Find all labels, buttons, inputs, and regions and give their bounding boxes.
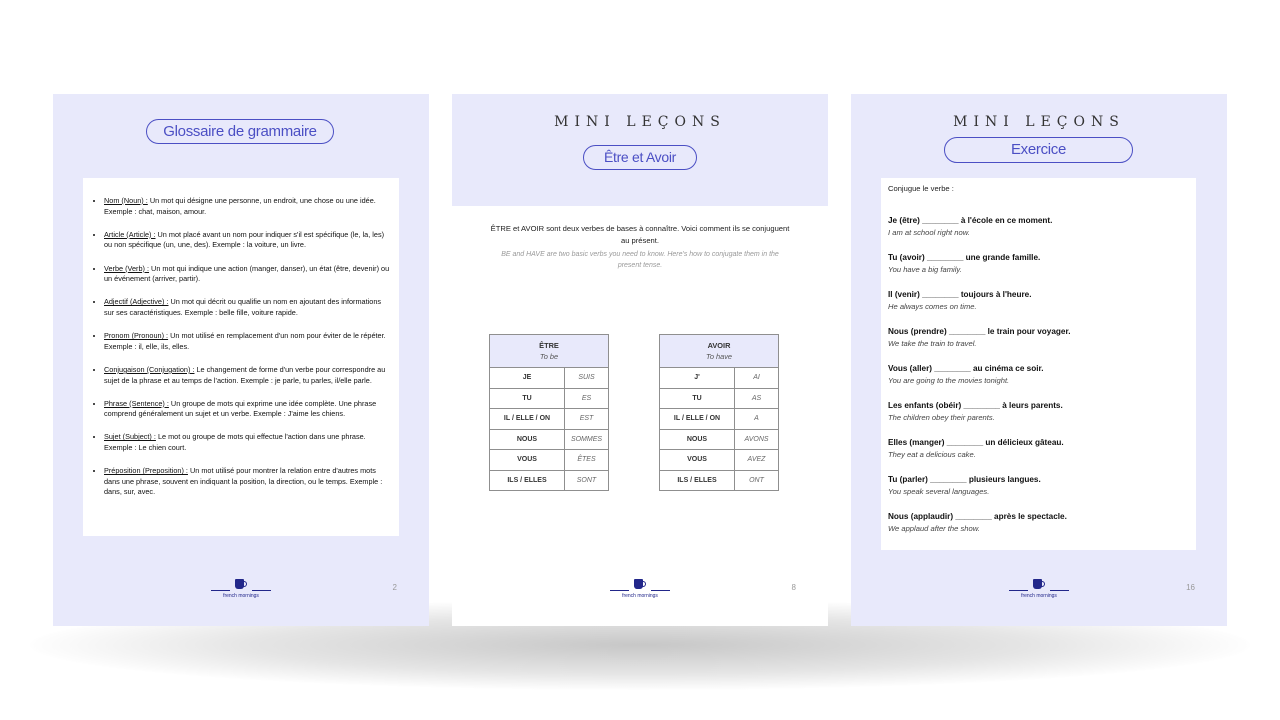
verb-form-cell: ES xyxy=(565,388,609,409)
exercise-translation: You are going to the movies tonight. xyxy=(888,376,1010,385)
exercise-sentence: Tu (avoir) ________ une grande famille. xyxy=(888,253,1041,262)
lesson-title: Être et Avoir xyxy=(583,145,697,170)
table-row xyxy=(490,470,609,491)
glossary-item xyxy=(104,196,391,217)
french-mornings-logo: french mornings xyxy=(211,578,271,600)
glossary-term: Préposition (Preposition) : xyxy=(104,466,188,476)
glossary-definition: Un mot utilisé en remplacement d'un nom pour éviter de le répéter. Exemple : il, elle, ils, elles. xyxy=(104,331,386,351)
glossary-term: Pronom (Pronoun) : xyxy=(104,331,169,341)
pronoun-cell: ILS / ELLES xyxy=(490,470,565,491)
glossary-term: Nom (Noun) : xyxy=(104,196,148,205)
glossary-card xyxy=(83,178,399,536)
exercise-sentence: Il (venir) ________ toujours à l'heure. xyxy=(888,290,1032,299)
table-row xyxy=(660,450,779,471)
mini-lecons-heading: MINI LEÇONS xyxy=(554,114,726,130)
coffee-cup-icon xyxy=(634,579,643,589)
glossary-definition: Un mot qui désigne une personne, un endroit, une chose ou une idée. Exemple : chat, maison, amour. xyxy=(104,196,376,216)
verb-form-cell: AVONS xyxy=(735,429,779,450)
exercise-sentence: Tu (parler) ________ plusieurs langues. xyxy=(888,475,1041,484)
exercise-item xyxy=(888,511,1067,535)
glossary-term: Article (Article) : xyxy=(104,229,156,239)
table-row xyxy=(490,429,609,450)
exercise-translation: We applaud after the show. xyxy=(888,524,980,533)
pronoun-cell: IL / ELLE / ON xyxy=(490,409,565,430)
intro-english: BE and HAVE are two basic verbs you need to know. Here's how to conjugate them in the present tense. xyxy=(501,251,779,269)
glossary-definition: Un mot qui décrit ou qualifie un nom en ajoutant des informations sur ses caractéristiques. Exemple : belle fille, voiture rapide. xyxy=(104,297,382,317)
exercise-translation: They eat a delicious cake. xyxy=(888,450,976,459)
glossary-title: Glossaire de grammaire xyxy=(146,119,334,144)
table-row xyxy=(490,368,609,389)
glossary-definition: Un mot utilisé pour montrer la relation entre d'autres mots dans une phrase, souvent en indiquant la position, la direction, ou le temps. Exemple : dans, sur, avec. xyxy=(104,466,383,497)
page-footer xyxy=(452,578,828,604)
pronoun-cell: ILS / ELLES xyxy=(660,470,735,491)
table-row xyxy=(660,409,779,430)
page-number: 8 xyxy=(791,583,796,592)
verb-form-cell: ÊTES xyxy=(565,450,609,471)
glossary-term: Verbe (Verb) : xyxy=(104,263,150,273)
exercise-sentence: Nous (prendre) ________ le train pour voyager. xyxy=(888,327,1071,336)
etre-avoir-page xyxy=(452,94,828,626)
exercise-item xyxy=(888,400,1063,424)
exercise-sentence: Je (être) ________ à l'école en ce moment. xyxy=(888,216,1053,225)
page-footer xyxy=(53,578,429,604)
exercise-item xyxy=(888,289,1031,313)
exercise-title: Exercice xyxy=(944,137,1133,163)
exercise-page xyxy=(851,94,1227,626)
verb-form-cell: ONT xyxy=(735,470,779,491)
verb-form-cell: SONT xyxy=(565,470,609,491)
exercise-sentence: Vous (aller) ________ au cinéma ce soir. xyxy=(888,364,1044,373)
pronoun-cell: TU xyxy=(660,388,735,409)
exercise-translation: The children obey their parents. xyxy=(888,413,995,422)
glossary-page xyxy=(53,94,429,626)
verb-form-cell: A xyxy=(735,409,779,430)
verb-form-cell: AI xyxy=(735,368,779,389)
exercise-item xyxy=(888,363,1044,387)
avoir-table-header xyxy=(660,335,779,368)
pronoun-cell: TU xyxy=(490,388,565,409)
verb-form-cell: SUIS xyxy=(565,368,609,389)
glossary-definition: Un mot placé avant un nom pour indiquer s'il est spécifique (le, la, les) ou non spécifique (un, une, des). Exemple : la voiture, un livre. xyxy=(104,229,385,250)
page-header-band xyxy=(452,94,828,206)
etre-table-header xyxy=(490,335,609,368)
glossary-item xyxy=(104,264,391,285)
table-row xyxy=(490,388,609,409)
avoir-table xyxy=(659,334,779,491)
pronoun-cell: IL / ELLE / ON xyxy=(660,409,735,430)
verb-translation: To have xyxy=(705,352,733,361)
table-row xyxy=(490,409,609,430)
verb-form-cell: AS xyxy=(735,388,779,409)
intro-french: ÊTRE et AVOIR sont deux verbes de bases à connaître. Voici comment ils se conjuguent au présent. xyxy=(490,224,790,245)
page-number: 2 xyxy=(392,583,397,592)
exercise-card xyxy=(881,178,1196,550)
table-row xyxy=(660,470,779,491)
glossary-item xyxy=(104,297,391,318)
exercise-translation: I am at school right now. xyxy=(888,228,970,237)
exercise-instruction: Conjugue le verbe : xyxy=(888,184,954,193)
exercise-item xyxy=(888,437,1064,461)
exercise-translation: You have a big family. xyxy=(888,265,962,274)
table-row xyxy=(490,450,609,471)
glossary-item xyxy=(104,230,391,251)
etre-table xyxy=(489,334,609,491)
exercise-item xyxy=(888,215,1052,239)
exercise-sentence: Elles (manger) ________ un délicieux gâteau. xyxy=(888,438,1064,447)
coffee-cup-icon xyxy=(235,579,244,589)
glossary-definition: Le changement de forme d'un verbe pour correspondre au sujet de la phrase et au temps de l'action. Exemple : je parle, tu parles, il/elle parle. xyxy=(104,364,386,385)
mini-lecons-heading: MINI LEÇONS xyxy=(953,114,1125,130)
table-row xyxy=(660,368,779,389)
glossary-term: Adjectif (Adjective) : xyxy=(104,297,169,307)
exercise-item xyxy=(888,252,1040,276)
glossary-definition: Un mot qui indique une action (manger, danser), un état (être, devenir) ou un événement (arriver, partir). xyxy=(104,263,390,284)
verb-form-cell: EST xyxy=(565,409,609,430)
french-mornings-logo: french mornings xyxy=(610,578,670,600)
pronoun-cell: VOUS xyxy=(490,450,565,471)
french-mornings-logo: french mornings xyxy=(1009,578,1069,600)
glossary-item xyxy=(104,399,391,420)
coffee-cup-icon xyxy=(1033,579,1042,589)
verb-form-cell: SOMMES xyxy=(565,429,609,450)
glossary-list xyxy=(83,196,399,498)
pronoun-cell: VOUS xyxy=(660,450,735,471)
exercise-item xyxy=(888,326,1070,350)
exercise-sentence: Nous (applaudir) ________ après le spectacle. xyxy=(888,512,1067,521)
exercise-translation: You speak several languages. xyxy=(888,487,990,496)
verb-form-cell: AVEZ xyxy=(735,450,779,471)
page-number: 16 xyxy=(1186,583,1195,592)
verb-title: AVOIR xyxy=(707,341,731,350)
verb-title: ÊTRE xyxy=(539,341,559,350)
verb-translation: To be xyxy=(539,352,559,361)
glossary-item xyxy=(104,331,391,352)
table-row xyxy=(660,388,779,409)
exercise-sentence: Les enfants (obéir) ________ à leurs parents. xyxy=(888,401,1063,410)
glossary-item xyxy=(104,365,391,386)
pronoun-cell: J' xyxy=(660,368,735,389)
page-footer xyxy=(851,578,1227,604)
glossary-term: Phrase (Sentence) : xyxy=(104,398,169,408)
glossary-definition: Le mot ou groupe de mots qui effectue l'action dans une phrase. Exemple : Le chien court. xyxy=(104,432,366,453)
glossary-definition: Un groupe de mots qui exprime une idée complète. Une phrase comprend généralement un sujet et un verbe. Exemple : J'aime les chiens. xyxy=(104,398,377,419)
pronoun-cell: JE xyxy=(490,368,565,389)
exercise-translation: He always comes on time. xyxy=(888,302,977,311)
pronoun-cell: NOUS xyxy=(490,429,565,450)
glossary-term: Sujet (Subject) : xyxy=(104,432,156,442)
exercise-item xyxy=(888,474,1041,498)
pronoun-cell: NOUS xyxy=(660,429,735,450)
table-row xyxy=(660,429,779,450)
exercise-translation: We take the train to travel. xyxy=(888,339,977,348)
glossary-term: Conjugaison (Conjugation) : xyxy=(104,364,195,374)
glossary-item xyxy=(104,432,391,453)
glossary-item xyxy=(104,466,391,498)
